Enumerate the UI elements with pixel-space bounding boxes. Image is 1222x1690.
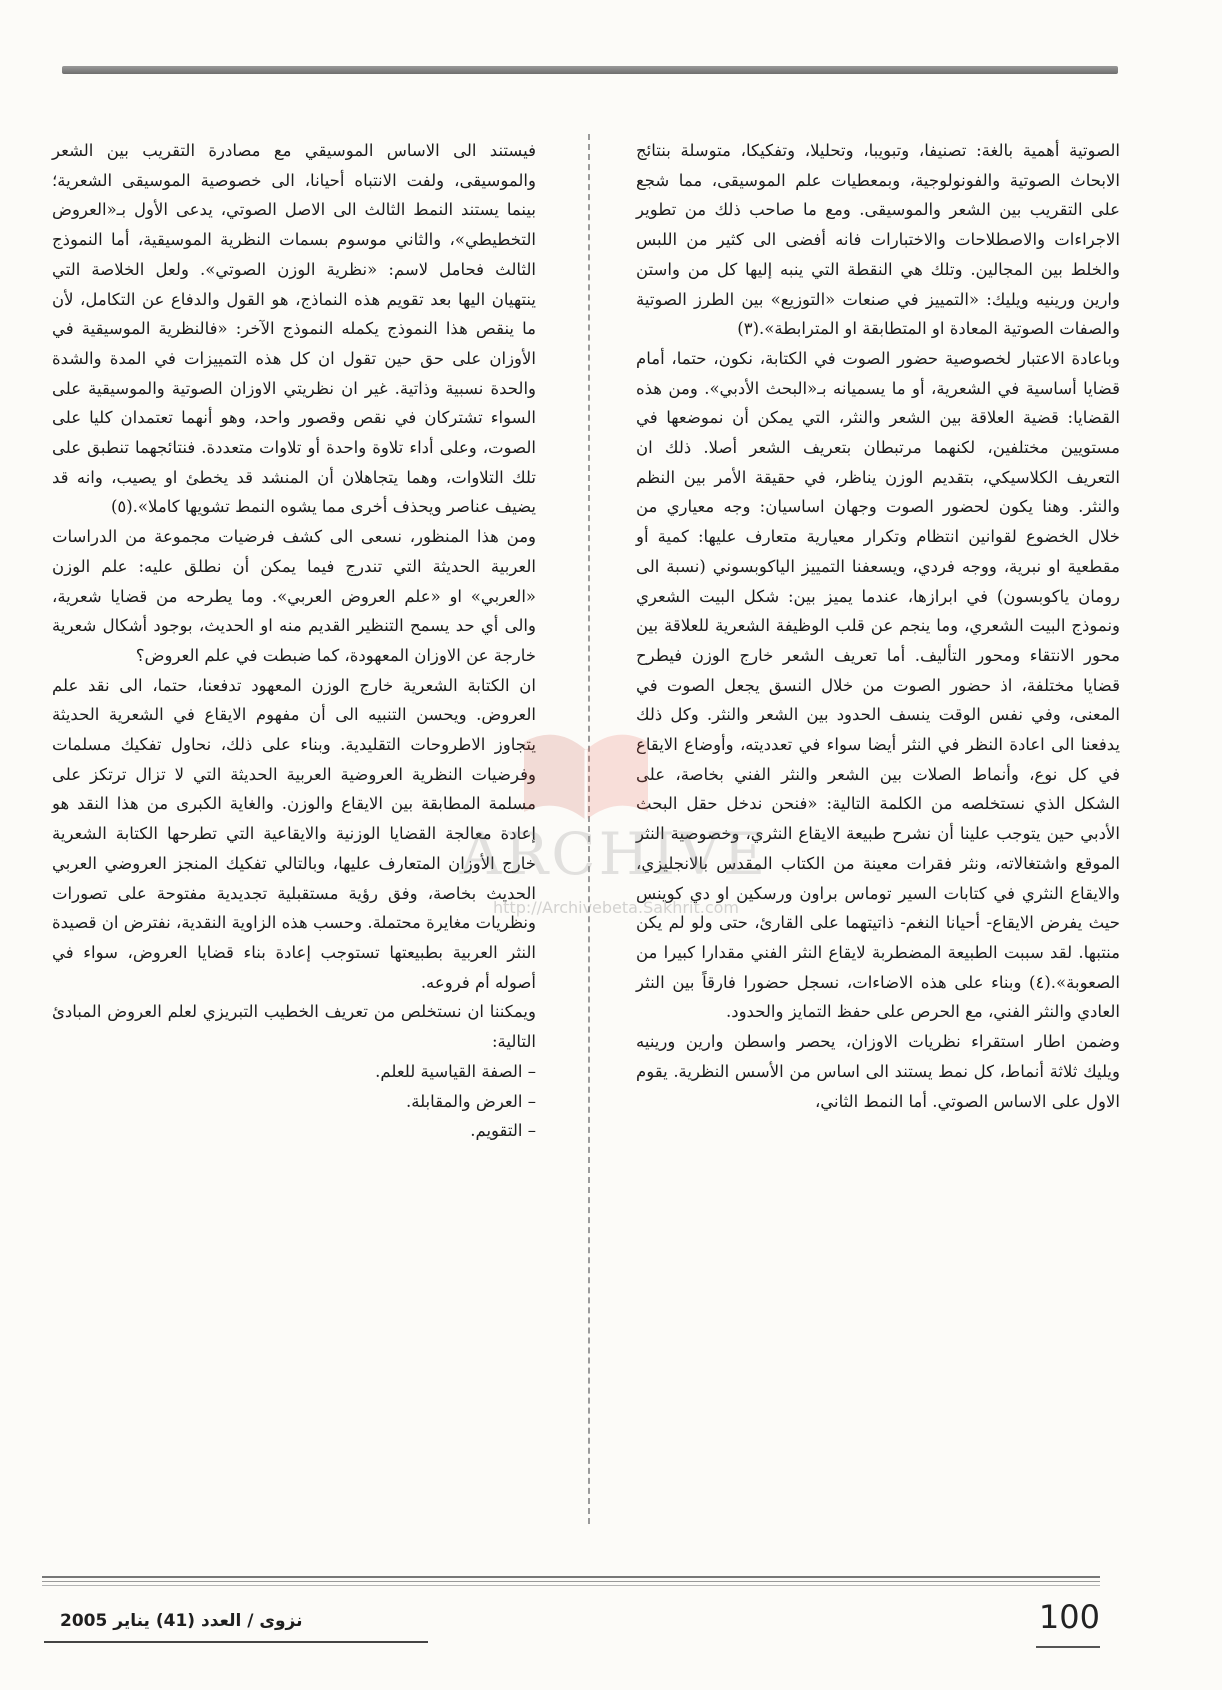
paragraph: فيستند الى الاساس الموسيقي مع مصادرة التقريب بين الشعر والموسيقى، ولفت الانتباه أحيانا، الى خصوصية الموسيقى الشعرية؛ بينما يستند النمط الثالث الى الاصل الصوتي، يدعى الأول بـ«العروض التخطيطي»، والثاني موسوم بسمات النظرية الموسيقية، أما النموذج الثالث فحامل لاسم: «نظرية الوزن الصوتي». ولعل الخلاصة التي ينتهيان اليها بعد تقويم هذه النماذج، هو القول والدفاع عن التكامل، لأن ما ينقص هذا النموذج يكمله النموذج الآخر: «فالنظرية الموسيقية في الأوزان على حق حين تقول ان كل هذه التمييزات في المدة والشدة والحدة نسبية وذاتية. غير ان نظريتي الاوزان الصوتية والموسيقية على السواء تشتركان في نقص وقصور واحد، وهو أنهما تعتمدان كليا على الصوت، وعلى أداء تلاوة واحدة أو تلاوات متعددة. فنتائجهما تنطبق على تلك التلاوات، وهما يتجاهلان أن المنشد قد يخطئ او يصيب، وانه قد يضيف عناصر ويحذف أخرى مما يشوه النمط تشويها كاملا».(٥) bbox=[52, 141, 536, 517]
header-rule bbox=[62, 66, 1118, 74]
paragraph: ويمكننا ان نستخلص من تعريف الخطيب التبريزي لعلم العروض المبادئ التالية: bbox=[52, 1002, 536, 1052]
watermark-title: ARCHIVE bbox=[459, 820, 769, 888]
watermark-url: http://Archivebeta.Sakhrit.com bbox=[493, 898, 739, 917]
list-item: – التقويم. bbox=[470, 1121, 536, 1141]
paragraph: ان الكتابة الشعرية خارج الوزن المعهود تدفعنا، حتما، الى نقد علم العروض. ويحسن التنبيه الى أن مفهوم الايقاع في الشعرية الحديثة يتجاوز الاطروحات التقليدية. وبناء على ذلك، نحاول تفكيك مسلمات وفرضيات النظرية العروضية العربية الحديثة التي لا تزال ترتكز على مسلمة المطابقة بين الايقاع والوزن. والغاية الكبرى من هذا النقد هو إعادة معالجة القضايا الوزنية والايقاعية التي تطرحها الكتابة الشعرية خارج الأوزان المتعارف عليها، وبالتالي تفكيك المنجز العروضي العربي الحديث بخاصة، وفق رؤية مستقبلية تجديدية مفتوحة على تصورات ونظريات مغايرة محتملة. وحسب هذه الزاوية النقدية، نفترض ان قصيدة النثر العربية بطبيعتها تستوجب إعادة بناء قضايا العروض، سواء في أصوله أم فروعه. bbox=[52, 675, 536, 992]
list-item: – العرض والمقابلة. bbox=[405, 1091, 536, 1111]
page-number: 100 bbox=[1038, 1598, 1100, 1636]
footer-rules bbox=[42, 1576, 1100, 1586]
archive-book-icon bbox=[516, 712, 656, 832]
list-item: – الصفة القياسية للعلم. bbox=[375, 1061, 536, 1081]
paragraph: وضمن اطار استقراء نظريات الاوزان، يحصر واسطن وارين ورينيه ويليك ثلاثة أنماط، كل نمط يستند الى اساس من الأسس النظرية. يقوم الاول على الاساس الصوتي. أما النمط الثاني، bbox=[636, 1032, 1120, 1111]
issue-label: نزوى / العدد (41) يناير 2005 bbox=[60, 1611, 303, 1631]
page-number-underline bbox=[1036, 1646, 1100, 1648]
paragraph: وباعادة الاعتبار لخصوصية حضور الصوت في الكتابة، نكون، حتما، أمام قضايا أساسية في الشعرية، أو ما يسميانه بـ«البحث الأدبي». ومن هذه القضايا: قضية العلاقة بين الشعر والنثر، التي يمكن أن نموضعها في مستويين مختلفين، لكنهما مرتبطان بتعريف الشعر أصلا. ذلك ان التعريف الكلاسيكي، بتقديم الوزن يناظر، في حقيقة الأمر بين النظم والنثر. وهنا يكون لحضور الصوت وجهان اساسيان: وجه معياري من خلال الخضوع لقوانين انتظام وتكرار معيارية متعارف عليها: كمية أو مقطعية او نبرية، ووجه فردي، ويسعفنا التمييز الياكوبسوني (نسبة الى رومان ياكوبسون) في ابرازها، عندما يميز بين: شكل البيت الشعري ونموذج البيت الشعري، وما ينجم عن قلب الوظيفة الشعرية للعلاقة بين محور الانتقاء ومحور التأليف. أما تعريف الشعر خارج الوزن فيطرح قضايا مختلفة، اذ حضور الصوت من خلال النسق يجعل الصوت في المعنى، وفي نفس الوقت ينسف الحدود بين الشعر والنثر. وكل ذلك يدفعنا الى اعادة النظر في النثر أيضا سواء في تعدديته، وأوضاع الايقاع في كل نوع، وأنماط الصلات بين الشعر والنثر الفني بخاصة، على الشكل الذي نستخلصه من الكلمة التالية: «فنحن ندخل حقل البحث الأدبي حين يتوجب علينا أن نشرح طبيعة الايقاع النثري، وخصوصية النثر الموقع واشتغالاته، ونثر فقرات معينة من الكتاب المقدس بالانجليزي، والايقاع النثري في كتابات السير توماس براون ورسكين او دي كوينس حيث يفرض الايقاع- أحيانا النغم- ذاتيتهما على القارئ، حتى ولو لم يكن منتبها. لقد سببت الطبيعة المضطربة لايقاع النثر الفني مقدارا كبيرا من الصعوبة».(٤) وبناء على هذه الاضاءات، نسجل حضورا فارقاً بين النثر العادي والنثر الفني، مع الحرص على حفظ التمايز والحدود. bbox=[636, 348, 1120, 1022]
paragraph: الصوتية أهمية بالغة: تصنيفا، وتبويبا، وتحليلا، وتفكيكا، متوسلة بنتائج الابحاث الصوتية والفونولوجية، وبمعطيات علم الموسيقى، مما شجع على التقريب بين الشعر والموسيقى. ومع ما صاحب ذلك من تطوير الاجراءات والاصطلاحات والاختبارات فانه أفضى الى كثير من اللبس والخلط بين المجالين. وتلك هي النقطة التي ينبه إليها كل من واستن وارين ورينيه ويليك: «التمييز في صنعات «التوزيع» بين الطرز الصوتية والصفات الصوتية المعادة او المتطابقة او المترابطة».(٣) bbox=[636, 141, 1120, 339]
footer-issue-rule bbox=[44, 1641, 428, 1643]
paragraph: ومن هذا المنظور، نسعى الى كشف فرضيات مجموعة من الدراسات العربية الحديثة التي تندرج فيما يمكن أن نطلق عليه: علم الوزن «العربي» او «علم العروض العربي». وما يطرحه من قضايا شعرية، والى أي حد يسمح التنظير القديم منه او الحديث، بوجود أشكال شعرية خارجة عن الاوزان المعهودة، كما ضبطت في علم العروض؟ bbox=[52, 527, 536, 665]
